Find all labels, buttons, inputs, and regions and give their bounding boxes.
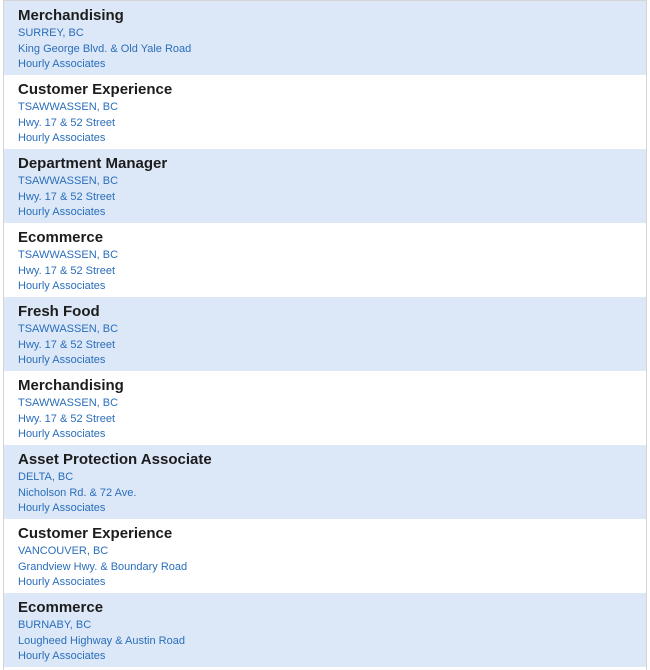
job-listing[interactable]	[4, 445, 646, 519]
job-category: Hourly Associates	[18, 132, 106, 144]
job-location: DELTA, BC	[18, 471, 74, 483]
job-results-list	[3, 0, 647, 670]
job-location: TSAWWASSEN, BC	[18, 175, 119, 187]
job-address: Hwy. 17 & 52 Street	[18, 116, 116, 129]
job-listing[interactable]	[4, 223, 646, 297]
job-title[interactable]: Merchandising	[18, 7, 124, 24]
job-title[interactable]: Ecommerce	[18, 229, 104, 246]
job-listing[interactable]	[4, 297, 646, 371]
job-title[interactable]: Fresh Food	[18, 303, 100, 320]
job-address: Hwy. 17 & 52 Street	[18, 412, 116, 425]
job-category: Hourly Associates	[18, 650, 106, 662]
job-address: Hwy. 17 & 52 Street	[18, 190, 116, 203]
job-title[interactable]: Asset Protection Associate	[18, 451, 212, 468]
job-listing[interactable]	[4, 519, 646, 593]
job-location: TSAWWASSEN, BC	[18, 397, 119, 409]
job-title[interactable]: Merchandising	[18, 377, 124, 394]
job-category: Hourly Associates	[18, 502, 106, 514]
job-title[interactable]: Department Manager	[18, 155, 168, 172]
job-location: SURREY, BC	[18, 27, 84, 39]
job-title[interactable]: Customer Experience	[18, 81, 173, 98]
job-location: VANCOUVER, BC	[18, 545, 109, 557]
job-address: King George Blvd. & Old Yale Road	[18, 42, 192, 55]
job-category: Hourly Associates	[18, 206, 106, 218]
job-category: Hourly Associates	[18, 354, 106, 366]
job-category: Hourly Associates	[18, 58, 106, 70]
job-address: Grandview Hwy. & Boundary Road	[18, 560, 188, 573]
job-location: TSAWWASSEN, BC	[18, 323, 119, 335]
job-title[interactable]: Customer Experience	[18, 525, 173, 542]
job-location: TSAWWASSEN, BC	[18, 101, 119, 113]
job-location: TSAWWASSEN, BC	[18, 249, 119, 261]
job-listing[interactable]	[4, 371, 646, 445]
job-listing[interactable]	[4, 75, 646, 149]
job-address: Hwy. 17 & 52 Street	[18, 264, 116, 277]
job-category: Hourly Associates	[18, 280, 106, 292]
job-listing[interactable]	[4, 593, 646, 667]
job-address: Hwy. 17 & 52 Street	[18, 338, 116, 351]
job-category: Hourly Associates	[18, 576, 106, 588]
job-location: BURNABY, BC	[18, 619, 92, 631]
job-category: Hourly Associates	[18, 428, 106, 440]
job-address: Lougheed Highway & Austin Road	[18, 634, 185, 647]
job-title[interactable]: Ecommerce	[18, 599, 104, 616]
job-address: Nicholson Rd. & 72 Ave.	[18, 486, 137, 499]
job-listing[interactable]	[4, 1, 646, 75]
job-listing[interactable]	[4, 149, 646, 223]
